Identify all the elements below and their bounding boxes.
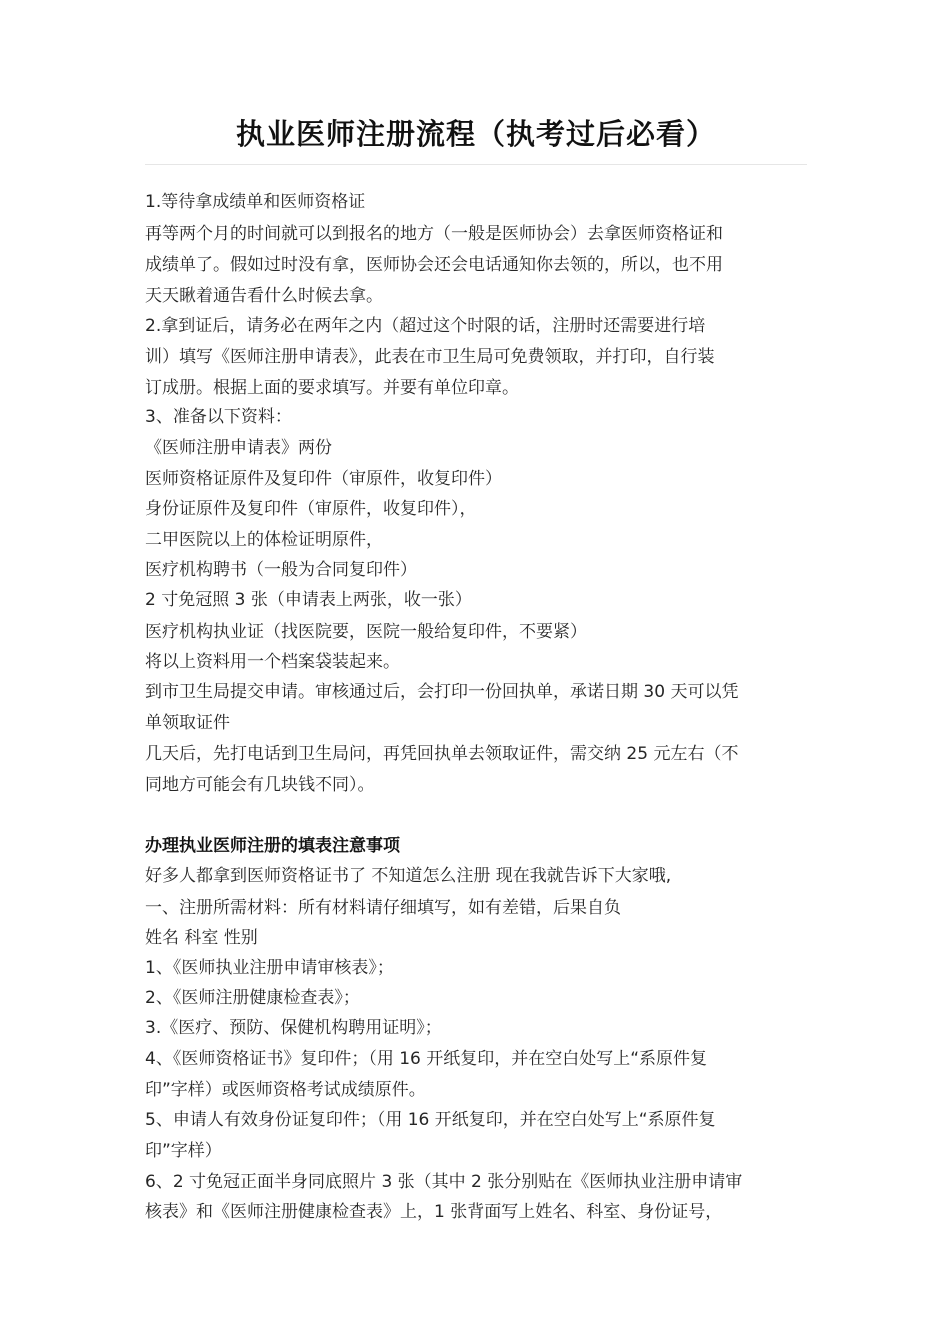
text-line: 1.等待拿成绩单和医师资格证 xyxy=(145,192,366,212)
text-line: 成绩单了。假如过时没有拿，医师协会还会电话通知你去领的，所以，也不用 xyxy=(145,255,723,275)
text-line: 二甲医院以上的体检证明原件， xyxy=(145,530,383,550)
text-line: 6、2 寸免冠正面半身同底照片 3 张（其中 2 张分别贴在《医师执业注册申请审 xyxy=(145,1172,743,1192)
text-line: 核表》和《医师注册健康检查表》上，1 张背面写上姓名、科室、身份证号， xyxy=(145,1202,723,1222)
text-line: 天天瞅着通告看什么时候去拿。 xyxy=(145,286,383,306)
text-line: 5、申请人有效身份证复印件；（用 16 开纸复印，并在空白处写上“系原件复 xyxy=(145,1110,716,1130)
text-line: 《医师注册申请表》两份 xyxy=(145,438,332,458)
text-line: 2.拿到证后，请务必在两年之内（超过这个时限的话，注册时还需要进行培 xyxy=(145,316,706,336)
text-line: 1、《医师执业注册申请审核表》； xyxy=(145,958,394,978)
text-line: 将以上资料用一个档案袋装起来。 xyxy=(145,652,400,672)
text-line: 再等两个月的时间就可以到报名的地方（一般是医师协会）去拿医师资格证和 xyxy=(145,224,723,244)
text-line: 3.《医疗、预防、保健机构聘用证明》； xyxy=(145,1018,442,1038)
text-line: 4、《医师资格证书》复印件；（用 16 开纸复印，并在空白处写上“系原件复 xyxy=(145,1049,708,1069)
text-line: 3、准备以下资料： xyxy=(145,407,292,427)
text-line: 印”字样）或医师资格考试成绩原件。 xyxy=(145,1080,426,1100)
section-heading: 办理执业医师注册的填表注意事项 xyxy=(145,836,400,856)
text-line: 2 寸免冠照 3 张（申请表上两张，收一张） xyxy=(145,590,472,610)
text-line: 订成册。根据上面的要求填写。并要有单位印章。 xyxy=(145,378,519,398)
text-line: 身份证原件及复印件（审原件，收复印件）， xyxy=(145,499,477,519)
text-line: 医疗机构聘书（一般为合同复印件） xyxy=(145,560,417,580)
text-line: 一、注册所需材料：所有材料请仔细填写，如有差错，后果自负 xyxy=(145,898,621,918)
text-line: 医疗机构执业证（找医院要，医院一般给复印件，不要紧） xyxy=(145,622,587,642)
text-line: 印”字样） xyxy=(145,1141,222,1161)
text-line: 训）填写《医师注册申请表》，此表在市卫生局可免费领取，并打印，自行装 xyxy=(145,347,715,367)
text-line: 单领取证件 xyxy=(145,713,230,733)
text-line: 到市卫生局提交申请。审核通过后，会打印一份回执单，承诺日期 30 天可以凭 xyxy=(145,682,739,702)
text-line: 同地方可能会有几块钱不同）。 xyxy=(145,775,375,795)
document-title: 执业医师注册流程（执考过后必看） xyxy=(235,117,716,151)
title-divider xyxy=(145,164,807,165)
text-line: 2、《医师注册健康检查表》； xyxy=(145,988,360,1008)
text-line: 姓名 科室 性别 xyxy=(145,928,258,948)
text-line: 医师资格证原件及复印件（审原件，收复印件） xyxy=(145,469,502,489)
text-line: 好多人都拿到医师资格证书了 不知道怎么注册 现在我就告诉下大家哦, xyxy=(145,866,672,886)
text-line: 几天后，先打电话到卫生局问，再凭回执单去领取证件，需交纳 25 元左右（不 xyxy=(145,744,739,764)
